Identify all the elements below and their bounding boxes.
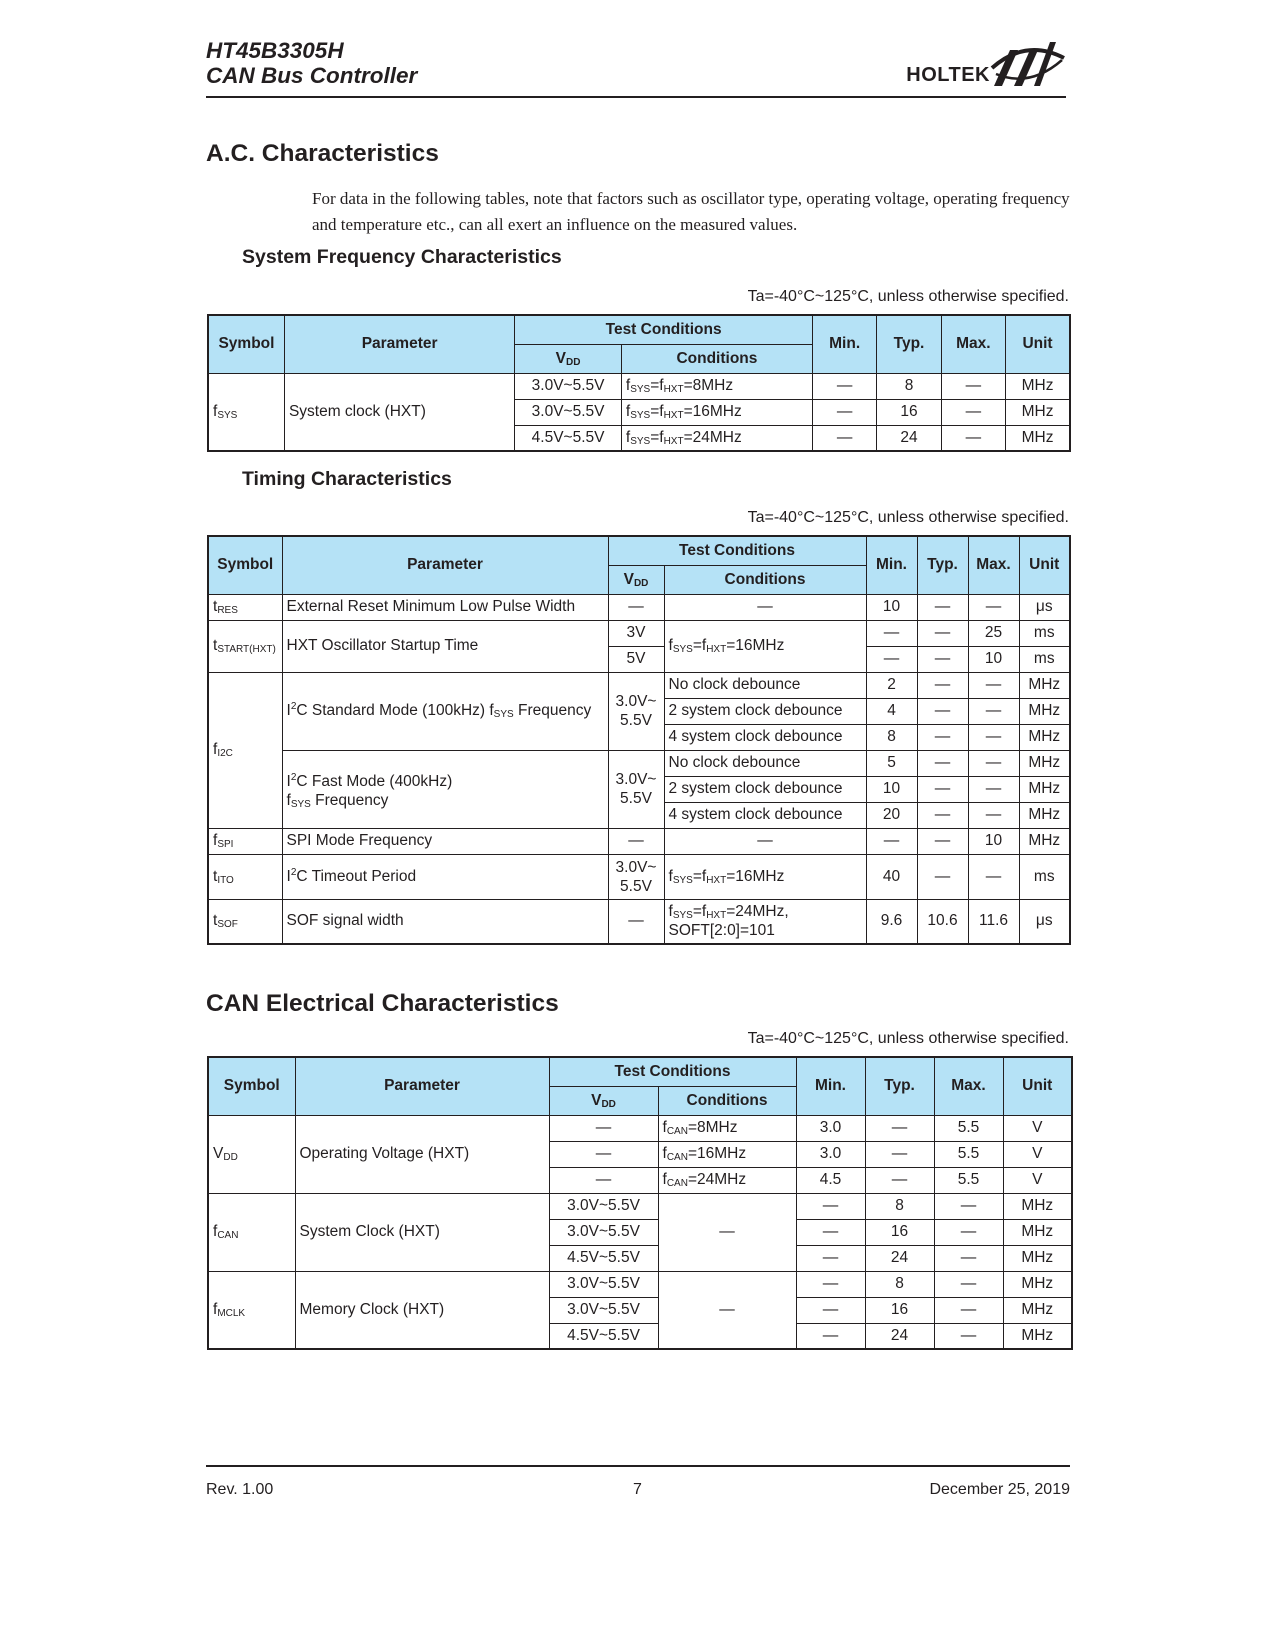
unit-cell: MHz: [1003, 1271, 1072, 1297]
min-cell: 10: [866, 594, 917, 620]
table-row: [208, 1193, 1072, 1219]
conditions-cell: $f_{CAN}=16MHz$: [658, 1141, 796, 1167]
table-row: [208, 750, 1070, 776]
vdd-cell: 3.0V~5.5V: [549, 1219, 658, 1245]
vdd-cell: 3.0V~5.5V: [549, 1297, 658, 1323]
min-cell: 3.0: [796, 1115, 865, 1141]
max-cell: —: [941, 399, 1005, 425]
max-cell: —: [934, 1193, 1003, 1219]
vdd-cell: 3.0V~ 5.5V: [608, 672, 664, 750]
unit-cell: MHz: [1006, 373, 1070, 399]
col-max: Max.: [941, 315, 1005, 373]
min-cell: 3.0: [796, 1141, 865, 1167]
typ-cell: —: [917, 854, 968, 899]
parameter-cell: $I^2C$ Standard Mode (100kHz) $f_{SYS}$ Frequency: [282, 672, 608, 750]
system-frequency-title: System Frequency Characteristics: [242, 246, 562, 268]
col-vdd: $V_{DD}$: [549, 1086, 658, 1115]
conditions-cell: 2 system clock debounce: [664, 776, 866, 802]
typ-cell: —: [917, 594, 968, 620]
col-conditions: Conditions: [658, 1086, 796, 1115]
parameter-cell: SOF signal width: [282, 899, 608, 944]
typ-cell: —: [917, 620, 968, 646]
conditions-cell: $f_{SYS}=f_{HXT}=8MHz$: [621, 373, 812, 399]
conditions-cell: 4 system clock debounce: [664, 724, 866, 750]
conditions-cell: 4 system clock debounce: [664, 802, 866, 828]
min-cell: —: [812, 425, 876, 451]
min-cell: 2: [866, 672, 917, 698]
conditions-cell: 2 system clock debounce: [664, 698, 866, 724]
col-symbol: Symbol: [208, 315, 284, 373]
timing-title: Timing Characteristics: [242, 468, 452, 490]
unit-cell: V: [1003, 1115, 1072, 1141]
table-row: [208, 620, 1070, 646]
unit-cell: MHz: [1019, 802, 1070, 828]
table-row: [208, 828, 1070, 854]
col-conditions: Conditions: [664, 565, 866, 594]
min-cell: 10: [866, 776, 917, 802]
conditions-cell: $f_{CAN}=24MHz$: [658, 1167, 796, 1193]
typ-cell: —: [917, 672, 968, 698]
typ-cell: 16: [865, 1297, 934, 1323]
vdd-cell: 4.5V~5.5V: [549, 1323, 658, 1349]
max-cell: —: [968, 776, 1019, 802]
col-symbol: Symbol: [208, 1057, 295, 1115]
max-cell: —: [968, 724, 1019, 750]
typ-cell: —: [917, 802, 968, 828]
ac-intro-paragraph: For data in the following tables, note that factors such as oscillator type, operating voltage, operating frequency and temperature etc., can all exert an influence on the measured values.: [312, 189, 1070, 234]
col-test-conditions: Test Conditions: [608, 536, 866, 565]
symbol-cell: $f_{SYS}$: [208, 373, 284, 451]
unit-cell: MHz: [1019, 698, 1070, 724]
min-cell: —: [866, 646, 917, 672]
symbol-cell: $V_{DD}$: [208, 1115, 295, 1193]
table-header-row: [208, 315, 1070, 344]
unit-cell: ms: [1019, 620, 1070, 646]
typ-cell: —: [917, 646, 968, 672]
symbol-cell: $f_{I2C}$: [208, 672, 282, 828]
vdd-cell: 3.0V~ 5.5V: [608, 854, 664, 899]
parameter-cell: External Reset Minimum Low Pulse Width: [282, 594, 608, 620]
table-header-row: [208, 1057, 1072, 1086]
col-test-conditions: Test Conditions: [549, 1057, 796, 1086]
parameter-cell: SPI Mode Frequency: [282, 828, 608, 854]
conditions-cell: $f_{SYS}=f_{HXT}=24MHz$, SOFT[2:0]=101: [664, 899, 866, 944]
symbol-cell: $t_{SOF}$: [208, 899, 282, 944]
page-header: [206, 36, 1066, 98]
vdd-cell: —: [608, 899, 664, 944]
can-electrical-table: [207, 1056, 1073, 1350]
typ-cell: 8: [865, 1193, 934, 1219]
col-unit: Unit: [1019, 536, 1070, 594]
unit-cell: ms: [1019, 646, 1070, 672]
min-cell: —: [866, 620, 917, 646]
can-electrical-title: CAN Electrical Characteristics: [206, 990, 559, 1017]
unit-cell: MHz: [1019, 724, 1070, 750]
vdd-cell: —: [608, 828, 664, 854]
can-temp-note: Ta=-40°C~125°C, unless otherwise specified.: [747, 1030, 1069, 1047]
vdd-cell: —: [549, 1167, 658, 1193]
parameter-cell: System clock (HXT): [284, 373, 514, 451]
col-vdd: $V_{DD}$: [515, 344, 622, 373]
unit-cell: MHz: [1006, 399, 1070, 425]
col-min: Min.: [796, 1057, 865, 1115]
col-parameter: Parameter: [284, 315, 514, 373]
system-frequency-table: [207, 314, 1071, 452]
typ-cell: —: [917, 750, 968, 776]
typ-cell: —: [865, 1141, 934, 1167]
ac-characteristics-title: A.C. Characteristics: [206, 140, 439, 167]
typ-cell: 8: [877, 373, 941, 399]
min-cell: 5: [866, 750, 917, 776]
document-subtitle: CAN Bus Controller: [206, 63, 418, 88]
typ-cell: —: [917, 828, 968, 854]
col-typ: Typ.: [877, 315, 941, 373]
col-min: Min.: [866, 536, 917, 594]
unit-cell: MHz: [1019, 672, 1070, 698]
col-max: Max.: [968, 536, 1019, 594]
min-cell: —: [796, 1323, 865, 1349]
symbol-cell: $f_{CAN}$: [208, 1193, 295, 1271]
min-cell: —: [796, 1219, 865, 1245]
table-header-row: [208, 536, 1070, 565]
min-cell: 4.5: [796, 1167, 865, 1193]
parameter-cell: $I^2C$ Timeout Period: [282, 854, 608, 899]
max-cell: 25: [968, 620, 1019, 646]
max-cell: —: [968, 672, 1019, 698]
vdd-cell: 5V: [608, 646, 664, 672]
unit-cell: MHz: [1003, 1323, 1072, 1349]
col-max: Max.: [934, 1057, 1003, 1115]
unit-cell: MHz: [1019, 828, 1070, 854]
typ-cell: 24: [865, 1323, 934, 1349]
table-row: [208, 594, 1070, 620]
min-cell: 9.6: [866, 899, 917, 944]
min-cell: —: [866, 828, 917, 854]
footer-revision: Rev. 1.00: [206, 1481, 274, 1498]
col-vdd: $V_{DD}$: [608, 565, 664, 594]
col-parameter: Parameter: [282, 536, 608, 594]
vdd-cell: 3.0V~5.5V: [549, 1271, 658, 1297]
unit-cell: MHz: [1003, 1297, 1072, 1323]
max-cell: —: [941, 425, 1005, 451]
table-row: [208, 373, 1070, 399]
col-symbol: Symbol: [208, 536, 282, 594]
typ-cell: 8: [865, 1271, 934, 1297]
vdd-cell: —: [549, 1115, 658, 1141]
footer-page-number: 7: [633, 1481, 642, 1498]
vdd-cell: 4.5V~5.5V: [549, 1245, 658, 1271]
conditions-cell: $f_{SYS}=f_{HXT}=16MHz$: [664, 620, 866, 672]
max-cell: —: [941, 373, 1005, 399]
part-number: HT45B3305H: [206, 38, 344, 63]
parameter-cell: Operating Voltage (HXT): [295, 1115, 549, 1193]
parameter-cell: HXT Oscillator Startup Time: [282, 620, 608, 672]
vdd-cell: 3.0V~5.5V: [515, 373, 622, 399]
vdd-cell: 3V: [608, 620, 664, 646]
footer-divider: [206, 1465, 1070, 1467]
max-cell: 5.5: [934, 1167, 1003, 1193]
conditions-cell: —: [658, 1271, 796, 1349]
unit-cell: MHz: [1019, 776, 1070, 802]
table-row: [208, 854, 1070, 899]
timing-table: [207, 535, 1071, 945]
typ-cell: 24: [877, 425, 941, 451]
parameter-cell: $I^2C$ Fast Mode (400kHz) $f_{SYS}$ Frequency: [282, 750, 608, 828]
max-cell: 10: [968, 646, 1019, 672]
max-cell: 5.5: [934, 1115, 1003, 1141]
min-cell: —: [812, 399, 876, 425]
table-row: [208, 899, 1070, 944]
symbol-cell: $f_{MCLK}$: [208, 1271, 295, 1349]
max-cell: 5.5: [934, 1141, 1003, 1167]
vdd-cell: 3.0V~5.5V: [549, 1193, 658, 1219]
symbol-cell: $f_{SPI}$: [208, 828, 282, 854]
symbol-cell: $t_{START(HXT)}$: [208, 620, 282, 672]
col-conditions: Conditions: [621, 344, 812, 373]
max-cell: —: [968, 750, 1019, 776]
min-cell: —: [796, 1271, 865, 1297]
typ-cell: 16: [865, 1219, 934, 1245]
min-cell: —: [796, 1297, 865, 1323]
min-cell: —: [796, 1193, 865, 1219]
unit-cell: MHz: [1003, 1193, 1072, 1219]
max-cell: —: [934, 1271, 1003, 1297]
typ-cell: 16: [877, 399, 941, 425]
col-test-conditions: Test Conditions: [515, 315, 813, 344]
max-cell: 11.6: [968, 899, 1019, 944]
conditions-cell: —: [664, 594, 866, 620]
unit-cell: ms: [1019, 854, 1070, 899]
holtek-logo-icon: [986, 28, 1066, 94]
table-row: [208, 1115, 1072, 1141]
vdd-cell: —: [608, 594, 664, 620]
vdd-cell: 3.0V~ 5.5V: [608, 750, 664, 828]
col-min: Min.: [812, 315, 876, 373]
typ-cell: —: [917, 776, 968, 802]
min-cell: —: [812, 373, 876, 399]
unit-cell: V: [1003, 1167, 1072, 1193]
typ-cell: 10.6: [917, 899, 968, 944]
timing-temp-note: Ta=-40°C~125°C, unless otherwise specified.: [747, 509, 1069, 526]
max-cell: —: [934, 1323, 1003, 1349]
col-typ: Typ.: [865, 1057, 934, 1115]
conditions-cell: —: [658, 1193, 796, 1271]
max-cell: —: [968, 698, 1019, 724]
max-cell: —: [934, 1219, 1003, 1245]
min-cell: 20: [866, 802, 917, 828]
conditions-cell: $f_{CAN}=8MHz$: [658, 1115, 796, 1141]
unit-cell: MHz: [1019, 750, 1070, 776]
max-cell: —: [934, 1297, 1003, 1323]
symbol-cell: $t_{ITO}$: [208, 854, 282, 899]
vdd-cell: —: [549, 1141, 658, 1167]
col-unit: Unit: [1006, 315, 1070, 373]
max-cell: —: [968, 802, 1019, 828]
table-row: [208, 1271, 1072, 1297]
col-unit: Unit: [1003, 1057, 1072, 1115]
unit-cell: MHz: [1006, 425, 1070, 451]
vdd-cell: 4.5V~5.5V: [515, 425, 622, 451]
sysfreq-temp-note: Ta=-40°C~125°C, unless otherwise specified.: [747, 288, 1069, 305]
parameter-cell: System Clock (HXT): [295, 1193, 549, 1271]
typ-cell: —: [917, 724, 968, 750]
conditions-cell: —: [664, 828, 866, 854]
max-cell: —: [934, 1245, 1003, 1271]
unit-cell: MHz: [1003, 1245, 1072, 1271]
holtek-logo-text: HOLTEK: [906, 64, 990, 86]
table-row: [208, 672, 1070, 698]
vdd-cell: 3.0V~5.5V: [515, 399, 622, 425]
col-typ: Typ.: [917, 536, 968, 594]
min-cell: —: [796, 1245, 865, 1271]
unit-cell: MHz: [1003, 1219, 1072, 1245]
footer-date: December 25, 2019: [929, 1481, 1070, 1498]
typ-cell: 24: [865, 1245, 934, 1271]
conditions-cell: $f_{SYS}=f_{HXT}=16MHz$: [621, 399, 812, 425]
unit-cell: μs: [1019, 899, 1070, 944]
unit-cell: μs: [1019, 594, 1070, 620]
conditions-cell: $f_{SYS}=f_{HXT}=24MHz$: [621, 425, 812, 451]
conditions-cell: No clock debounce: [664, 672, 866, 698]
max-cell: 10: [968, 828, 1019, 854]
typ-cell: —: [917, 698, 968, 724]
parameter-cell: Memory Clock (HXT): [295, 1271, 549, 1349]
min-cell: 4: [866, 698, 917, 724]
unit-cell: V: [1003, 1141, 1072, 1167]
col-parameter: Parameter: [295, 1057, 549, 1115]
conditions-cell: $f_{SYS}=f_{HXT}=16MHz$: [664, 854, 866, 899]
typ-cell: —: [865, 1115, 934, 1141]
max-cell: —: [968, 594, 1019, 620]
min-cell: 8: [866, 724, 917, 750]
typ-cell: —: [865, 1167, 934, 1193]
symbol-cell: $t_{RES}$: [208, 594, 282, 620]
min-cell: 40: [866, 854, 917, 899]
max-cell: —: [968, 854, 1019, 899]
conditions-cell: No clock debounce: [664, 750, 866, 776]
